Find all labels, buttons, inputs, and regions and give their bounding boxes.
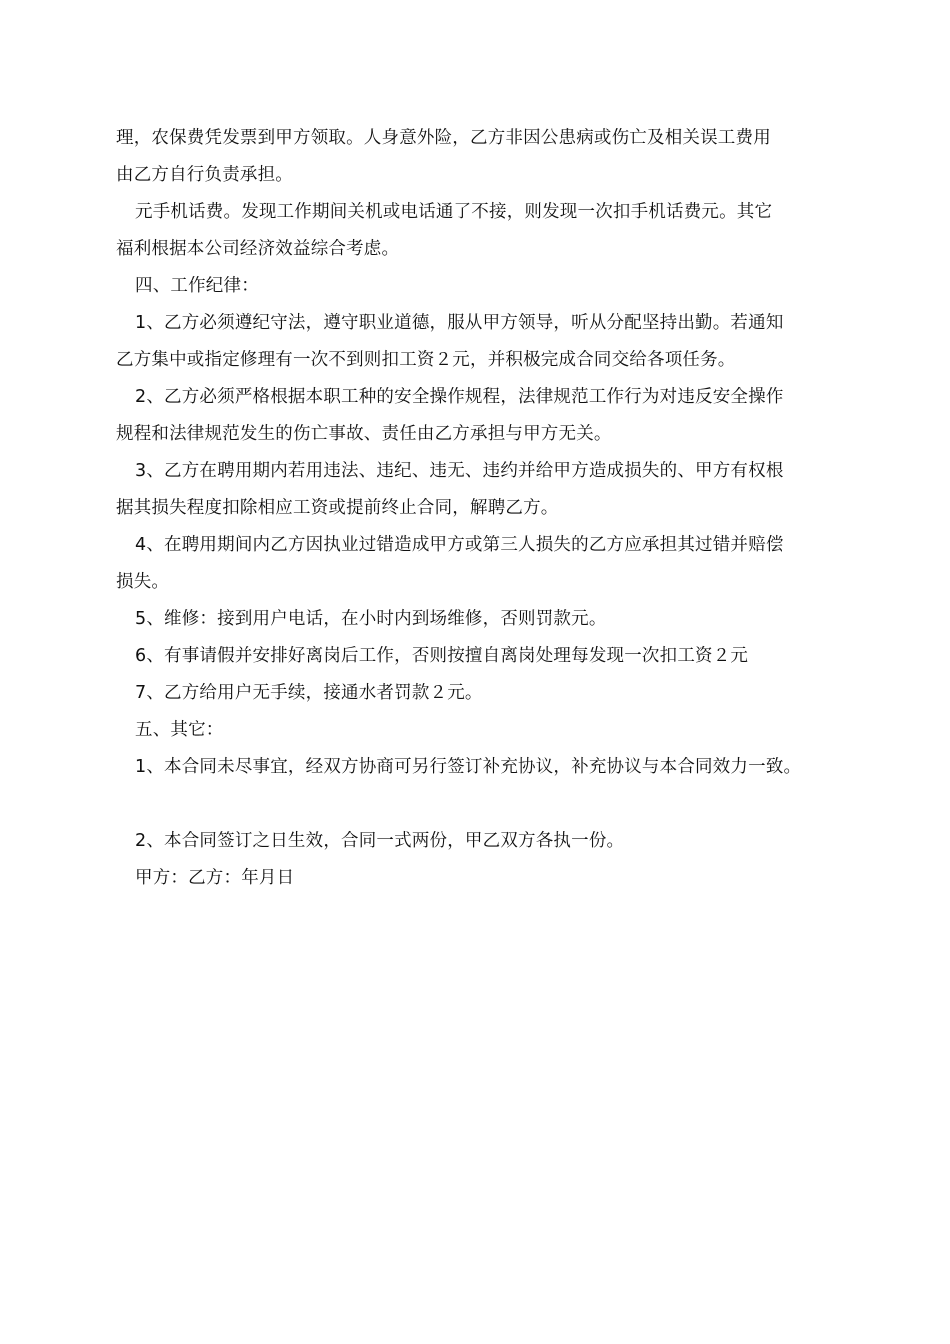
paragraph-line: 理，农保费凭发票到甲方领取。人身意外险，乙方非因公患病或伤亡及相关误工费用: [116, 128, 771, 148]
paragraph-line: 乙方集中或指定修理有一次不到则扣工资２元，并积极完成合同交给各项任务。: [116, 350, 736, 370]
paragraph-line: 据其损失程度扣除相应工资或提前终止合同，解聘乙方。: [116, 498, 559, 518]
paragraph-line: 4、在聘用期间内乙方因执业过错造成甲方或第三人损失的乙方应承担其过错并赔偿: [135, 535, 784, 555]
section-heading: 四、工作纪律：: [135, 276, 259, 296]
signature-line: 甲方：乙方：年月日: [135, 868, 295, 888]
paragraph-line: 5、维修：接到用户电话，在小时内到场维修，否则罚款元。: [135, 609, 607, 629]
paragraph-line: 1、本合同未尽事宜，经双方协商可另行签订补充协议，补充协议与本合同效力一致。: [135, 757, 802, 777]
document-body: [116, 120, 846, 897]
paragraph-line: 元手机话费。发现工作期间关机或电话通了不接，则发现一次扣手机话费元。其它: [135, 202, 773, 222]
paragraph-line: 损失。: [116, 572, 170, 592]
paragraph-line: 2、本合同签订之日生效，合同一式两份，甲乙双方各执一份。: [135, 831, 625, 851]
paragraph-line: 3、乙方在聘用期内若用违法、违纪、违无、违约并给甲方造成损失的、甲方有权根: [135, 461, 784, 481]
paragraph-line: 由乙方自行负责承担。: [116, 165, 293, 185]
paragraph-line: 6、有事请假并安排好离岗后工作，否则按擅自离岗处理每发现一次扣工资２元: [135, 646, 749, 666]
paragraph-line: 7、乙方给用户无手续，接通水者罚款２元。: [135, 683, 483, 703]
section-heading: 五、其它：: [135, 720, 224, 740]
paragraph-line: 规程和法律规范发生的伤亡事故、责任由乙方承担与甲方无关。: [116, 424, 612, 444]
paragraph-line: 福利根据本公司经济效益综合考虑。: [116, 239, 400, 259]
blank-line: [116, 786, 846, 823]
paragraph-line: 1、乙方必须遵纪守法，遵守职业道德，服从甲方领导，听从分配坚持出勤。若通知: [135, 313, 784, 333]
paragraph-line: 2、乙方必须严格根据本职工种的安全操作规程，法律规范工作行为对违反安全操作: [135, 387, 784, 407]
